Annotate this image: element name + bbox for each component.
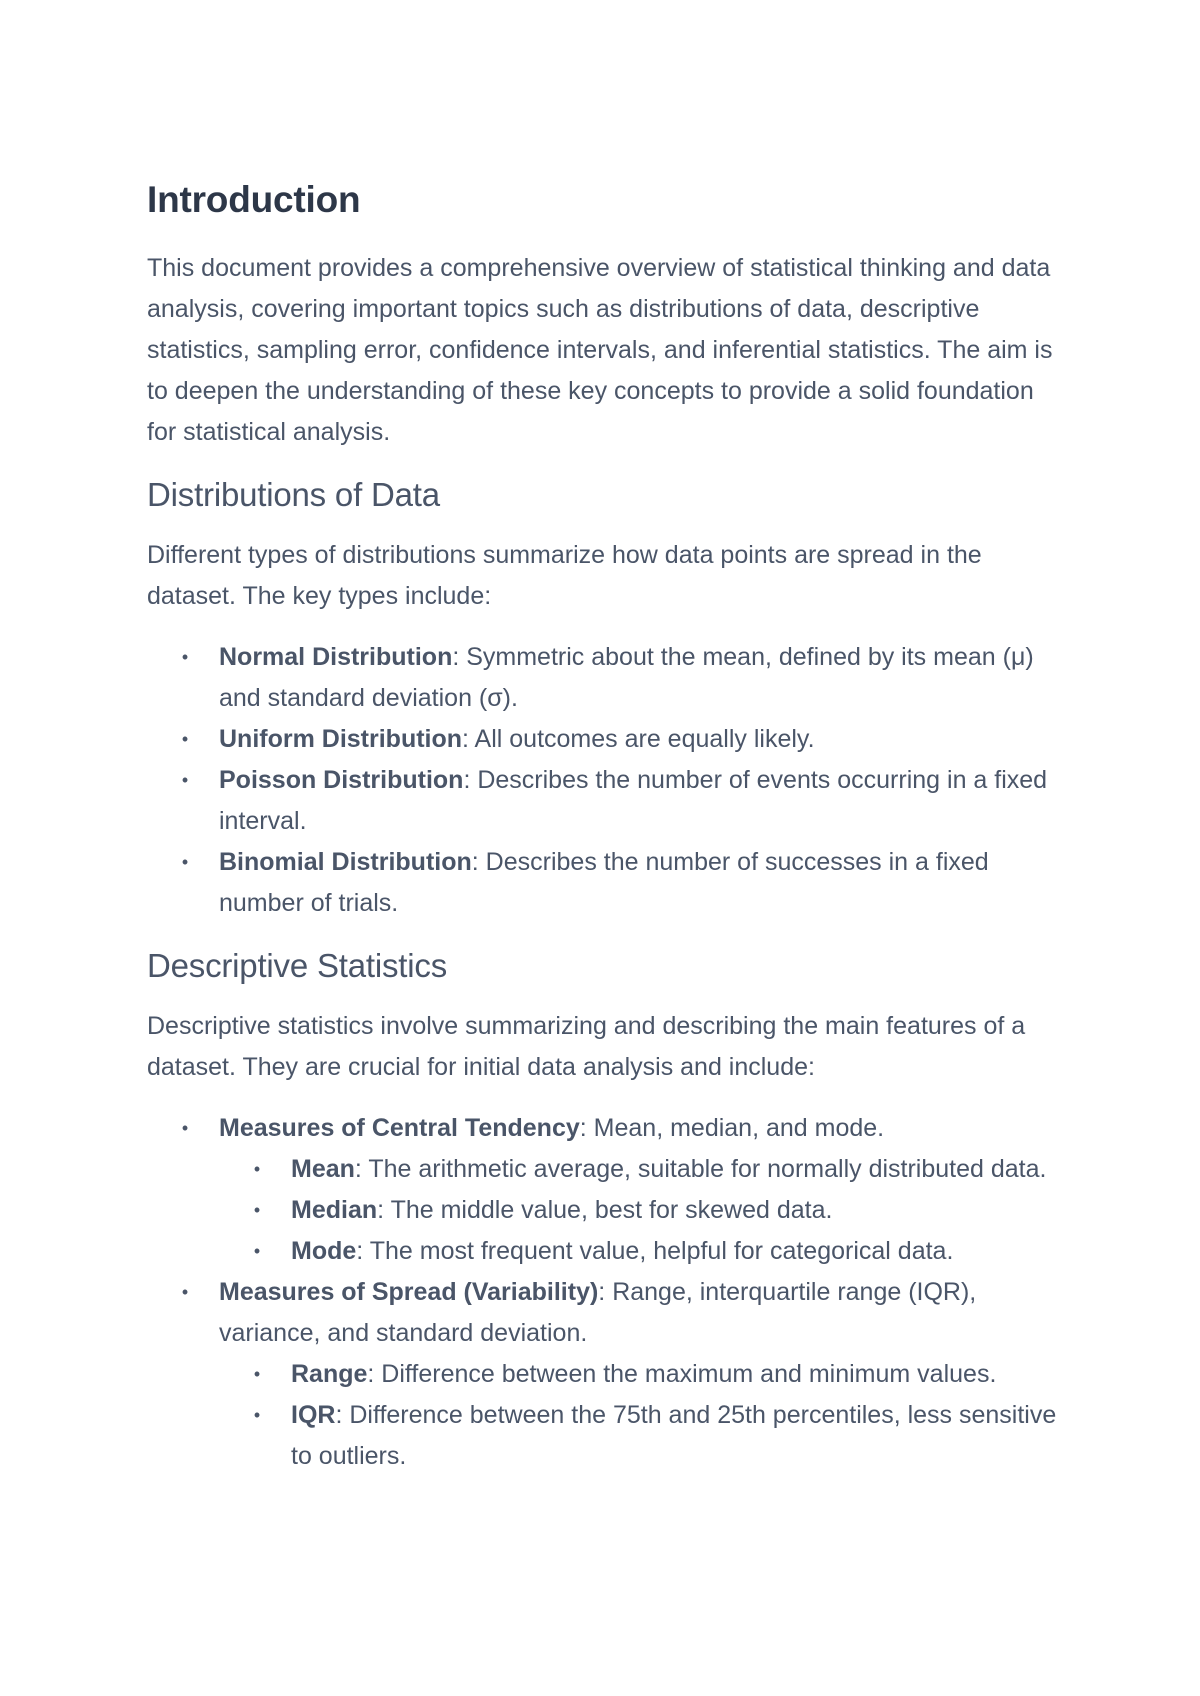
list-item-text: : The most frequent value, helpful for categorical data. xyxy=(356,1237,954,1265)
distributions-paragraph: Different types of distributions summarize how data points are spread in the dataset. The key types include: xyxy=(147,541,982,610)
bullet-icon: • xyxy=(253,1241,261,1261)
intro-paragraph: This document provides a comprehensive overview of statistical thinking and data analysis, covering important topics such as distributions of data, descriptive statistics, sampling error, confidence intervals, and inferential statistics. The aim is to deepen the understanding of these key concepts to provide a solid foundation for statistical analysis. xyxy=(147,254,1053,446)
descriptive-list xyxy=(147,1108,1067,1477)
document-page xyxy=(147,178,1067,1497)
bullet-icon: • xyxy=(181,852,189,872)
list-item xyxy=(219,1354,1067,1395)
list-item-term: Uniform Distribution xyxy=(219,725,463,753)
bullet-icon: • xyxy=(253,1159,261,1179)
list-item xyxy=(219,1149,1067,1190)
list-item-spread xyxy=(147,1272,1067,1477)
distributions-heading: Distributions of Data xyxy=(147,476,440,513)
list-item-term: Mean xyxy=(291,1155,355,1183)
bullet-icon: • xyxy=(253,1200,261,1220)
list-item-term: IQR xyxy=(291,1401,336,1429)
list-item-text: : Describes the number of events occurring in a fixed interval. xyxy=(219,766,1048,835)
bullet-icon: • xyxy=(181,647,189,667)
list-item xyxy=(147,842,1067,924)
list-item xyxy=(147,760,1067,842)
list-item-term: Measures of Central Tendency xyxy=(219,1114,580,1142)
spread-sublist xyxy=(219,1354,1067,1477)
list-item-text: : All outcomes are equally likely. xyxy=(462,725,815,753)
bullet-icon: • xyxy=(181,1118,189,1138)
list-item-text: : Symmetric about the mean, defined by its mean (μ) and standard deviation (σ). xyxy=(219,643,1034,712)
list-item xyxy=(219,1395,1067,1477)
list-item xyxy=(147,637,1067,719)
central-tendency-sublist xyxy=(219,1149,1067,1272)
list-item-term: Measures of Spread (Variability) xyxy=(219,1278,599,1306)
list-item xyxy=(219,1190,1067,1231)
list-item-text: : The arithmetic average, suitable for normally distributed data. xyxy=(354,1155,1047,1183)
list-item-term: Range xyxy=(291,1360,368,1388)
list-item-term: Normal Distribution xyxy=(219,643,453,671)
list-item-text: : Describes the number of successes in a fixed number of trials. xyxy=(219,848,989,917)
list-item-text: : The middle value, best for skewed data. xyxy=(377,1196,833,1224)
list-item-text: : Range, interquartile range (IQR), variance, and standard deviation. xyxy=(219,1278,977,1347)
bullet-icon: • xyxy=(253,1405,261,1425)
list-item-text: : Difference between the 75th and 25th percentiles, less sensitive to outliers. xyxy=(291,1401,1057,1470)
list-item-term: Binomial Distribution xyxy=(219,848,472,876)
list-item-central-tendency xyxy=(147,1108,1067,1272)
list-item-text: : Difference between the maximum and minimum values. xyxy=(367,1360,997,1388)
list-item xyxy=(219,1231,1067,1272)
list-item-term: Poisson Distribution xyxy=(219,766,464,794)
descriptive-paragraph: Descriptive statistics involve summarizing and describing the main features of a dataset. They are crucial for initial data analysis and include: xyxy=(147,1012,1026,1081)
descriptive-heading: Descriptive Statistics xyxy=(147,947,448,984)
list-item-text: : Mean, median, and mode. xyxy=(579,1114,885,1142)
list-item-term: Mode xyxy=(291,1237,357,1265)
bullet-icon: • xyxy=(181,1282,189,1302)
list-item-term: Median xyxy=(291,1196,378,1224)
list-item xyxy=(147,719,1067,760)
intro-heading: Introduction xyxy=(147,179,361,220)
bullet-icon: • xyxy=(181,729,189,749)
distributions-list xyxy=(147,637,1067,924)
bullet-icon: • xyxy=(253,1364,261,1384)
bullet-icon: • xyxy=(181,770,189,790)
